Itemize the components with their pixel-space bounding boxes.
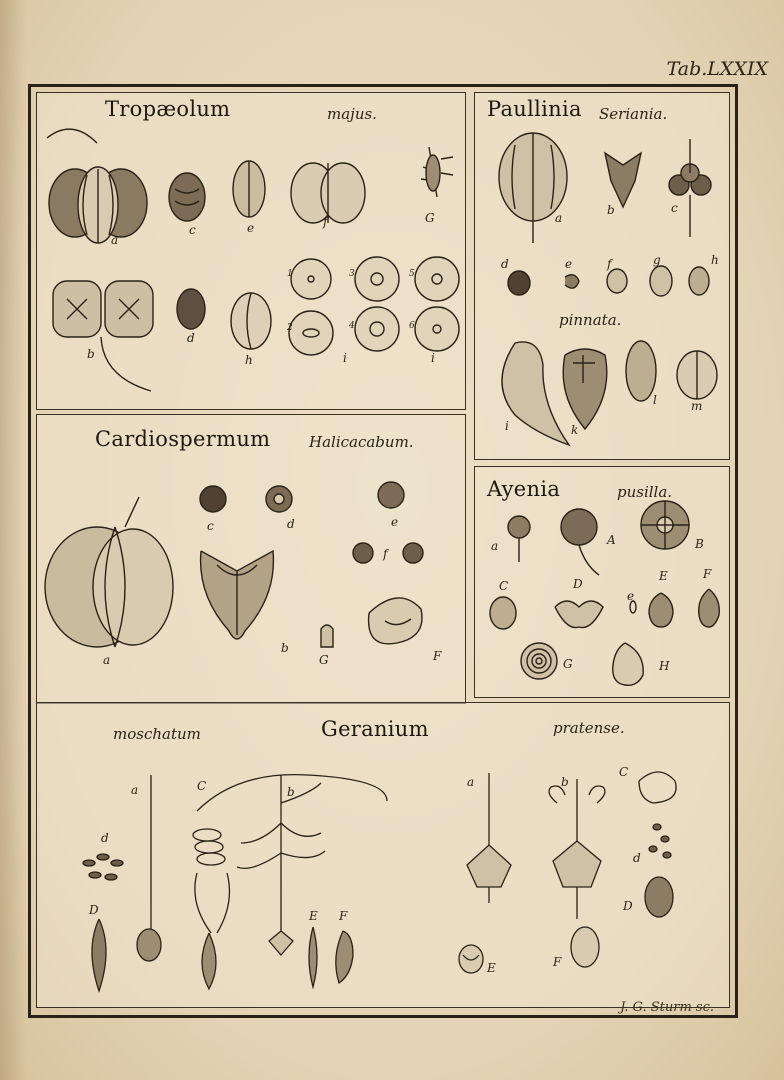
figure-label: F <box>339 909 348 923</box>
figure-label: F <box>433 649 442 663</box>
geranium-illustration <box>37 703 731 1009</box>
genus-title-ayenia: Ayenia <box>487 477 561 501</box>
figure-label: D <box>89 903 99 917</box>
figure-label: e <box>247 221 255 235</box>
figure-label: c <box>207 519 214 533</box>
figure-label: f <box>323 215 328 229</box>
figure-label: F <box>553 955 562 969</box>
figure-label: A <box>607 533 616 547</box>
figure-label: d <box>501 257 509 271</box>
figure-label: F <box>703 567 712 581</box>
figure-label: f <box>383 547 388 561</box>
species-name-geranium-moschatum: moschatum <box>113 725 201 743</box>
genus-title-tropaeolum: Tropæolum <box>105 97 231 121</box>
species-name-cardiospermum: Halicacabum. <box>309 433 414 451</box>
figure-label: d <box>187 331 195 345</box>
figure-label: E <box>659 569 668 583</box>
figure-label: D <box>573 577 583 591</box>
species-name-geranium-pratense: pratense. <box>553 719 625 737</box>
panel-paullinia <box>474 92 730 460</box>
figure-label: G <box>425 211 435 225</box>
figure-label: a <box>555 211 563 225</box>
figure-label: G <box>563 657 573 671</box>
figure-label: e <box>627 589 635 603</box>
figure-label: E <box>487 961 496 975</box>
figure-label: c <box>671 201 678 215</box>
genus-title-geranium: Geranium <box>321 717 429 741</box>
panel-ayenia <box>474 466 730 698</box>
figure-label: g <box>653 253 661 267</box>
figure-label: 2 <box>287 323 293 333</box>
plate-number: Tab.LXXIX <box>666 58 768 80</box>
figure-label: c <box>189 223 196 237</box>
figure-label: G <box>319 653 329 667</box>
figure-label: D <box>623 899 633 913</box>
figure-label: f <box>607 257 612 271</box>
figure-label: h <box>711 253 719 267</box>
figure-label: k <box>571 423 579 437</box>
panel-cardiospermum <box>36 414 466 704</box>
figure-label: a <box>111 233 119 247</box>
engraver-signature: J. G. Sturm sc. <box>620 1000 714 1015</box>
figure-label: e <box>391 515 399 529</box>
figure-label: a <box>103 653 111 667</box>
cardiospermum-illustration <box>37 415 467 705</box>
figure-label: H <box>659 659 670 673</box>
ayenia-illustration <box>475 467 731 699</box>
figure-label: e <box>565 257 573 271</box>
figure-label: 1 <box>287 269 293 279</box>
figure-label: i <box>505 419 509 433</box>
figure-label: 6 <box>409 321 415 331</box>
figure-label: E <box>309 909 318 923</box>
figure-label: 5 <box>409 269 415 279</box>
species-name-paullinia-pinnata: pinnata. <box>559 311 622 329</box>
figure-label: a <box>467 775 475 789</box>
figure-label: d <box>101 831 109 845</box>
panel-tropaeolum <box>36 92 466 410</box>
species-name-tropaeolum: majus. <box>327 105 377 123</box>
page-spine-shadow <box>0 0 26 1080</box>
figure-label: C <box>499 579 509 593</box>
figure-label: b <box>281 641 289 655</box>
species-name-ayenia: pusilla. <box>617 483 673 501</box>
figure-label: b <box>287 785 295 799</box>
panel-geranium <box>36 702 730 1008</box>
figure-label: l <box>653 393 657 407</box>
figure-label: C <box>197 779 207 793</box>
figure-label: C <box>619 765 629 779</box>
figure-label: m <box>691 399 703 413</box>
figure-label: d <box>287 517 295 531</box>
genus-title-paullinia: Paullinia <box>487 97 582 121</box>
figure-label: b <box>561 775 569 789</box>
figure-label: 3 <box>349 269 355 279</box>
figure-label: d <box>633 851 641 865</box>
figure-label: a <box>131 783 139 797</box>
species-name-paullinia: Seriania. <box>599 105 668 123</box>
genus-title-cardiospermum: Cardiospermum <box>95 427 271 451</box>
figure-label: i <box>343 351 347 365</box>
figure-label: B <box>695 537 704 551</box>
figure-label: h <box>245 353 253 367</box>
figure-label: 4 <box>349 321 355 331</box>
figure-label: i <box>431 351 435 365</box>
figure-label: b <box>607 203 615 217</box>
figure-label: a <box>491 539 499 553</box>
figure-label: b <box>87 347 95 361</box>
